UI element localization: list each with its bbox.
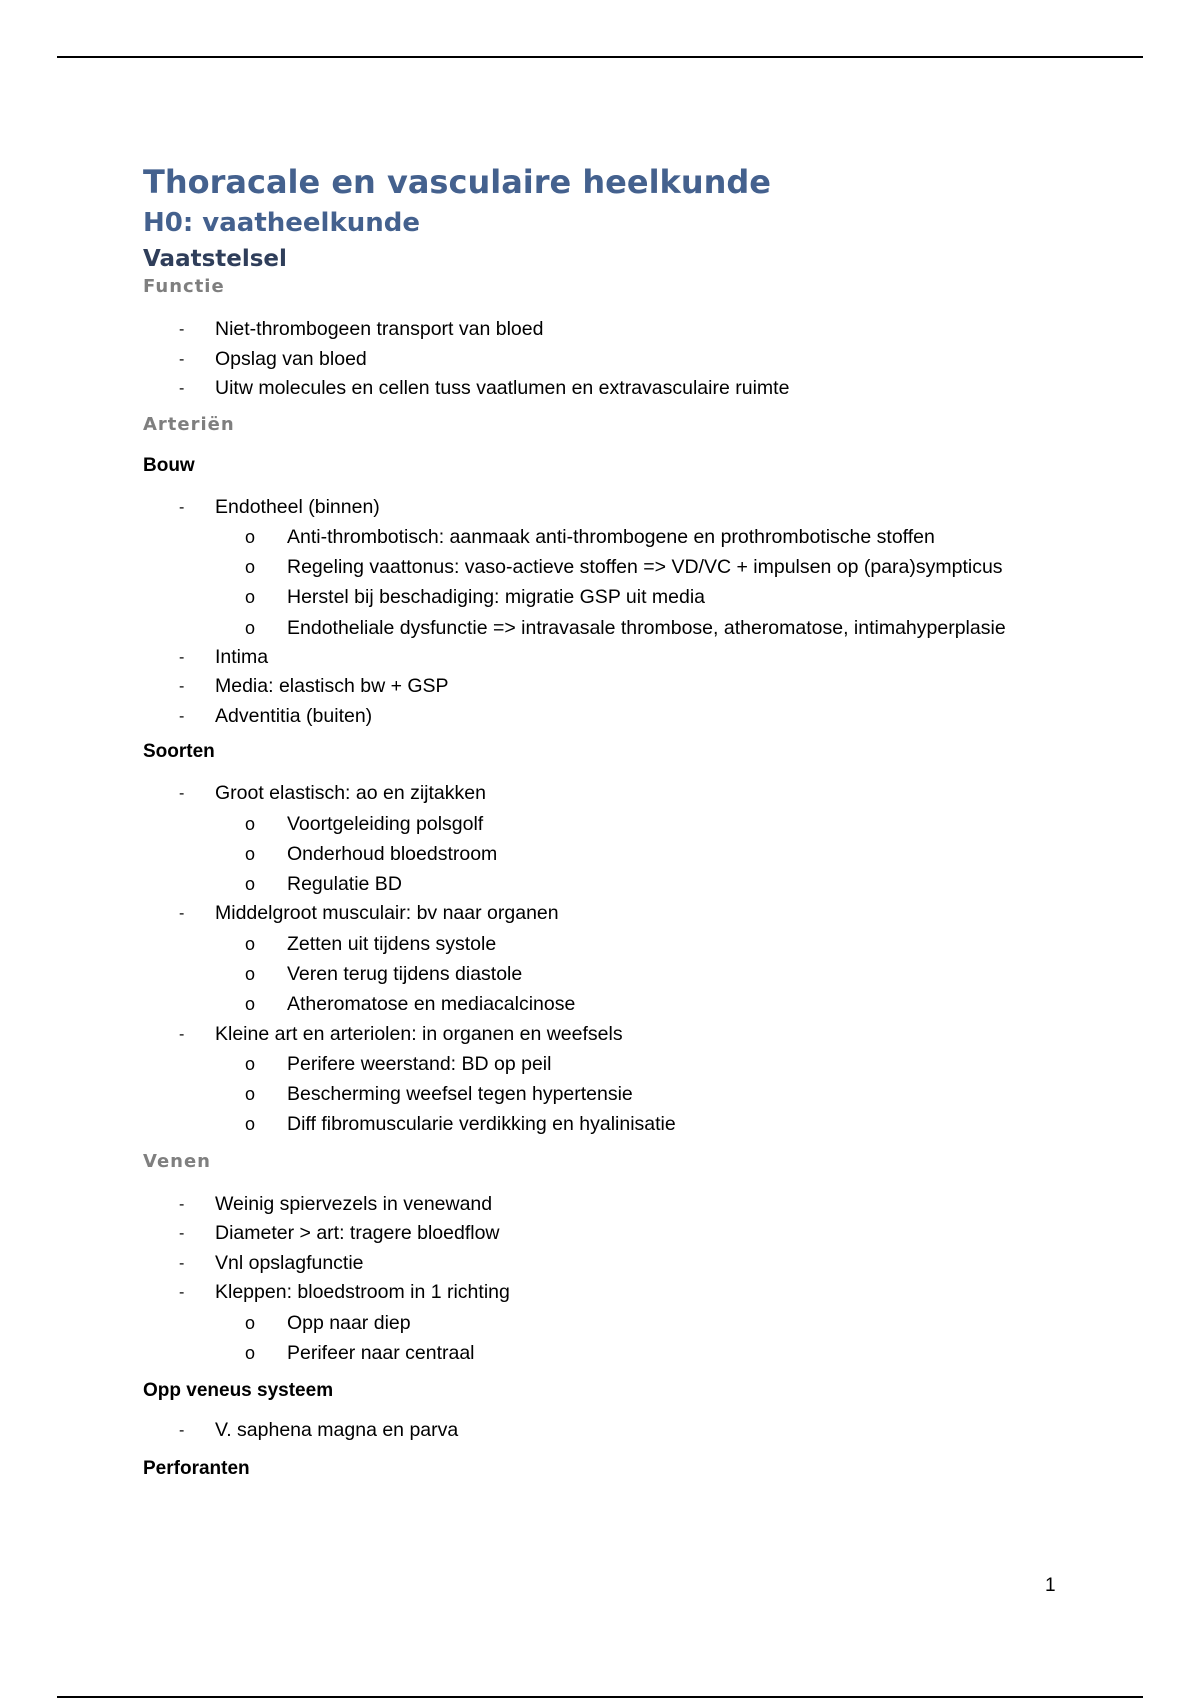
circle-bullet-icon: o <box>245 527 256 547</box>
soorten-list <box>143 779 1103 1139</box>
dash-bullet-icon: - <box>179 905 185 923</box>
soorten-heading: Soorten <box>143 741 215 763</box>
header-rule <box>57 56 1143 58</box>
list-item: - Endotheel (binnen) o Anti-thrombotisch: aanmaak anti-thrombogene en prothrombotische stoffen o Regeling vaattonus: vaso-actieve stoffen => VD/VC + impulsen op (para)sympticus o Herstel bij beschadiging: migratie GSP uit media o Endotheliale dysfunctie => intravasale thrombose, atheromatose, intimahyperplasie <box>143 493 1103 643</box>
list-item: - Groot elastisch: ao en zijtakken o Voortgeleiding polsgolf o Onderhoud bloedstroom o Regulatie BD <box>143 779 1103 899</box>
dash-bullet-icon: - <box>179 648 185 666</box>
list-item: - Kleine art en arteriolen: in organen en weefsels o Perifere weerstand: BD op peil o Bescherming weefsel tegen hypertensie o Diff fibromuscularie verdikking en hyalinisatie <box>143 1020 1103 1140</box>
circle-bullet-icon: o <box>245 874 256 895</box>
circle-bullet-icon: o <box>245 813 256 834</box>
dash-bullet-icon: - <box>179 707 185 725</box>
bouw-heading: Bouw <box>143 454 195 476</box>
dash-bullet-icon: - <box>179 785 185 803</box>
opp-veneus-heading: Opp veneus systeem <box>143 1380 334 1402</box>
sub-list-item: o Onderhoud bloedstroom <box>215 839 1103 869</box>
sub-list-item: o Veren terug tijdens diastole <box>215 959 1103 989</box>
dash-bullet-icon: - <box>179 1225 185 1243</box>
list-item: - Uitw molecules en cellen tuss vaatlumen en extravasculaire ruimte <box>143 374 1103 404</box>
arterien-heading: Arteriën <box>143 413 235 435</box>
list-item: - Weinig spiervezels in venewand <box>143 1190 1103 1220</box>
sub-list <box>215 929 1103 1020</box>
sub-list <box>215 1049 1103 1140</box>
sub-list-item: o Bescherming weefsel tegen hypertensie <box>215 1079 1103 1109</box>
sub-list-item: o Voortgeleiding polsgolf <box>215 809 1103 839</box>
circle-bullet-icon: o <box>245 1114 256 1135</box>
circle-bullet-icon: o <box>245 1342 256 1363</box>
circle-bullet-icon: o <box>245 587 256 608</box>
sub-list-item: o Diff fibromuscularie verdikking en hyalinisatie <box>215 1109 1103 1139</box>
dash-bullet-icon: - <box>179 321 185 338</box>
circle-bullet-icon: o <box>245 557 256 578</box>
circle-bullet-icon: o <box>245 617 256 638</box>
circle-bullet-icon: o <box>245 1084 256 1105</box>
sub-list-item: o Perifeer naar centraal <box>215 1338 1103 1368</box>
sub-list-item: o Regulatie BD <box>215 869 1103 899</box>
dash-bullet-icon: - <box>179 1254 185 1272</box>
sub-list <box>215 1308 1103 1368</box>
sub-list <box>215 809 1103 900</box>
list-item: - Niet-thrombogeen transport van bloed <box>143 315 1103 345</box>
list-item: - Middelgroot musculair: bv naar organen o Zetten uit tijdens systole o Veren terug tijdens diastole o Atheromatose en mediacalcinose <box>143 899 1103 1019</box>
circle-bullet-icon: o <box>245 1312 256 1333</box>
chapter-heading: H0: vaatheelkunde <box>143 208 421 238</box>
list-item: - Intima <box>143 643 1103 673</box>
page-content <box>143 160 1103 1482</box>
functie-heading: Functie <box>143 276 225 297</box>
venen-heading: Venen <box>143 1150 211 1172</box>
sub-list <box>215 522 1103 643</box>
functie-list <box>143 315 1103 404</box>
dash-bullet-icon: - <box>179 498 185 516</box>
sub-list-item: o Endotheliale dysfunctie => intravasale thrombose, atheromatose, intimahyperplasie <box>215 613 1103 643</box>
dash-bullet-icon: - <box>179 350 185 368</box>
sub-list-item: o Atheromatose en mediacalcinose <box>215 989 1103 1019</box>
perforanten-heading: Perforanten <box>143 1457 250 1479</box>
list-item: - V. saphena magna en parva <box>143 1416 1103 1446</box>
dash-bullet-icon: - <box>179 678 185 696</box>
dash-bullet-icon: - <box>179 1284 185 1302</box>
list-item: - Diameter > art: tragere bloedflow <box>143 1219 1103 1249</box>
circle-bullet-icon: o <box>245 1054 256 1075</box>
circle-bullet-icon: o <box>245 933 256 954</box>
opp-veneus-list <box>143 1416 1103 1446</box>
sub-list-item: o Opp naar diep <box>215 1308 1103 1338</box>
sub-list-item: o Regeling vaattonus: vaso-actieve stoffen => VD/VC + impulsen op (para)sympticus <box>215 552 1103 582</box>
circle-bullet-icon: o <box>245 964 256 985</box>
sub-list-item: o Zetten uit tijdens systole <box>215 929 1103 959</box>
venen-list <box>143 1190 1103 1368</box>
sub-list-item: o Anti-thrombotisch: aanmaak anti-thrombogene en prothrombotische stoffen <box>215 522 1103 552</box>
dash-bullet-icon: - <box>179 380 185 397</box>
list-item: - Kleppen: bloedstroom in 1 richting o Opp naar diep o Perifeer naar centraal <box>143 1278 1103 1368</box>
document-title: Thoracale en vasculaire heelkunde <box>143 163 771 201</box>
section-heading: Vaatstelsel <box>143 246 287 272</box>
dash-bullet-icon: - <box>179 1195 185 1213</box>
footer-rule <box>57 1696 1143 1698</box>
bouw-list <box>143 493 1103 732</box>
circle-bullet-icon: o <box>245 994 256 1015</box>
list-item: - Adventitia (buiten) <box>143 702 1103 732</box>
dash-bullet-icon: - <box>179 1422 185 1440</box>
page-number: 1 <box>1045 1575 1056 1596</box>
dash-bullet-icon: - <box>179 1025 185 1043</box>
sub-list-item: o Perifere weerstand: BD op peil <box>215 1049 1103 1079</box>
list-item: - Media: elastisch bw + GSP <box>143 672 1103 702</box>
sub-list-item: o Herstel bij beschadiging: migratie GSP uit media <box>215 582 1103 612</box>
circle-bullet-icon: o <box>245 844 256 865</box>
list-item: - Opslag van bloed <box>143 345 1103 375</box>
list-item: - Vnl opslagfunctie <box>143 1249 1103 1279</box>
